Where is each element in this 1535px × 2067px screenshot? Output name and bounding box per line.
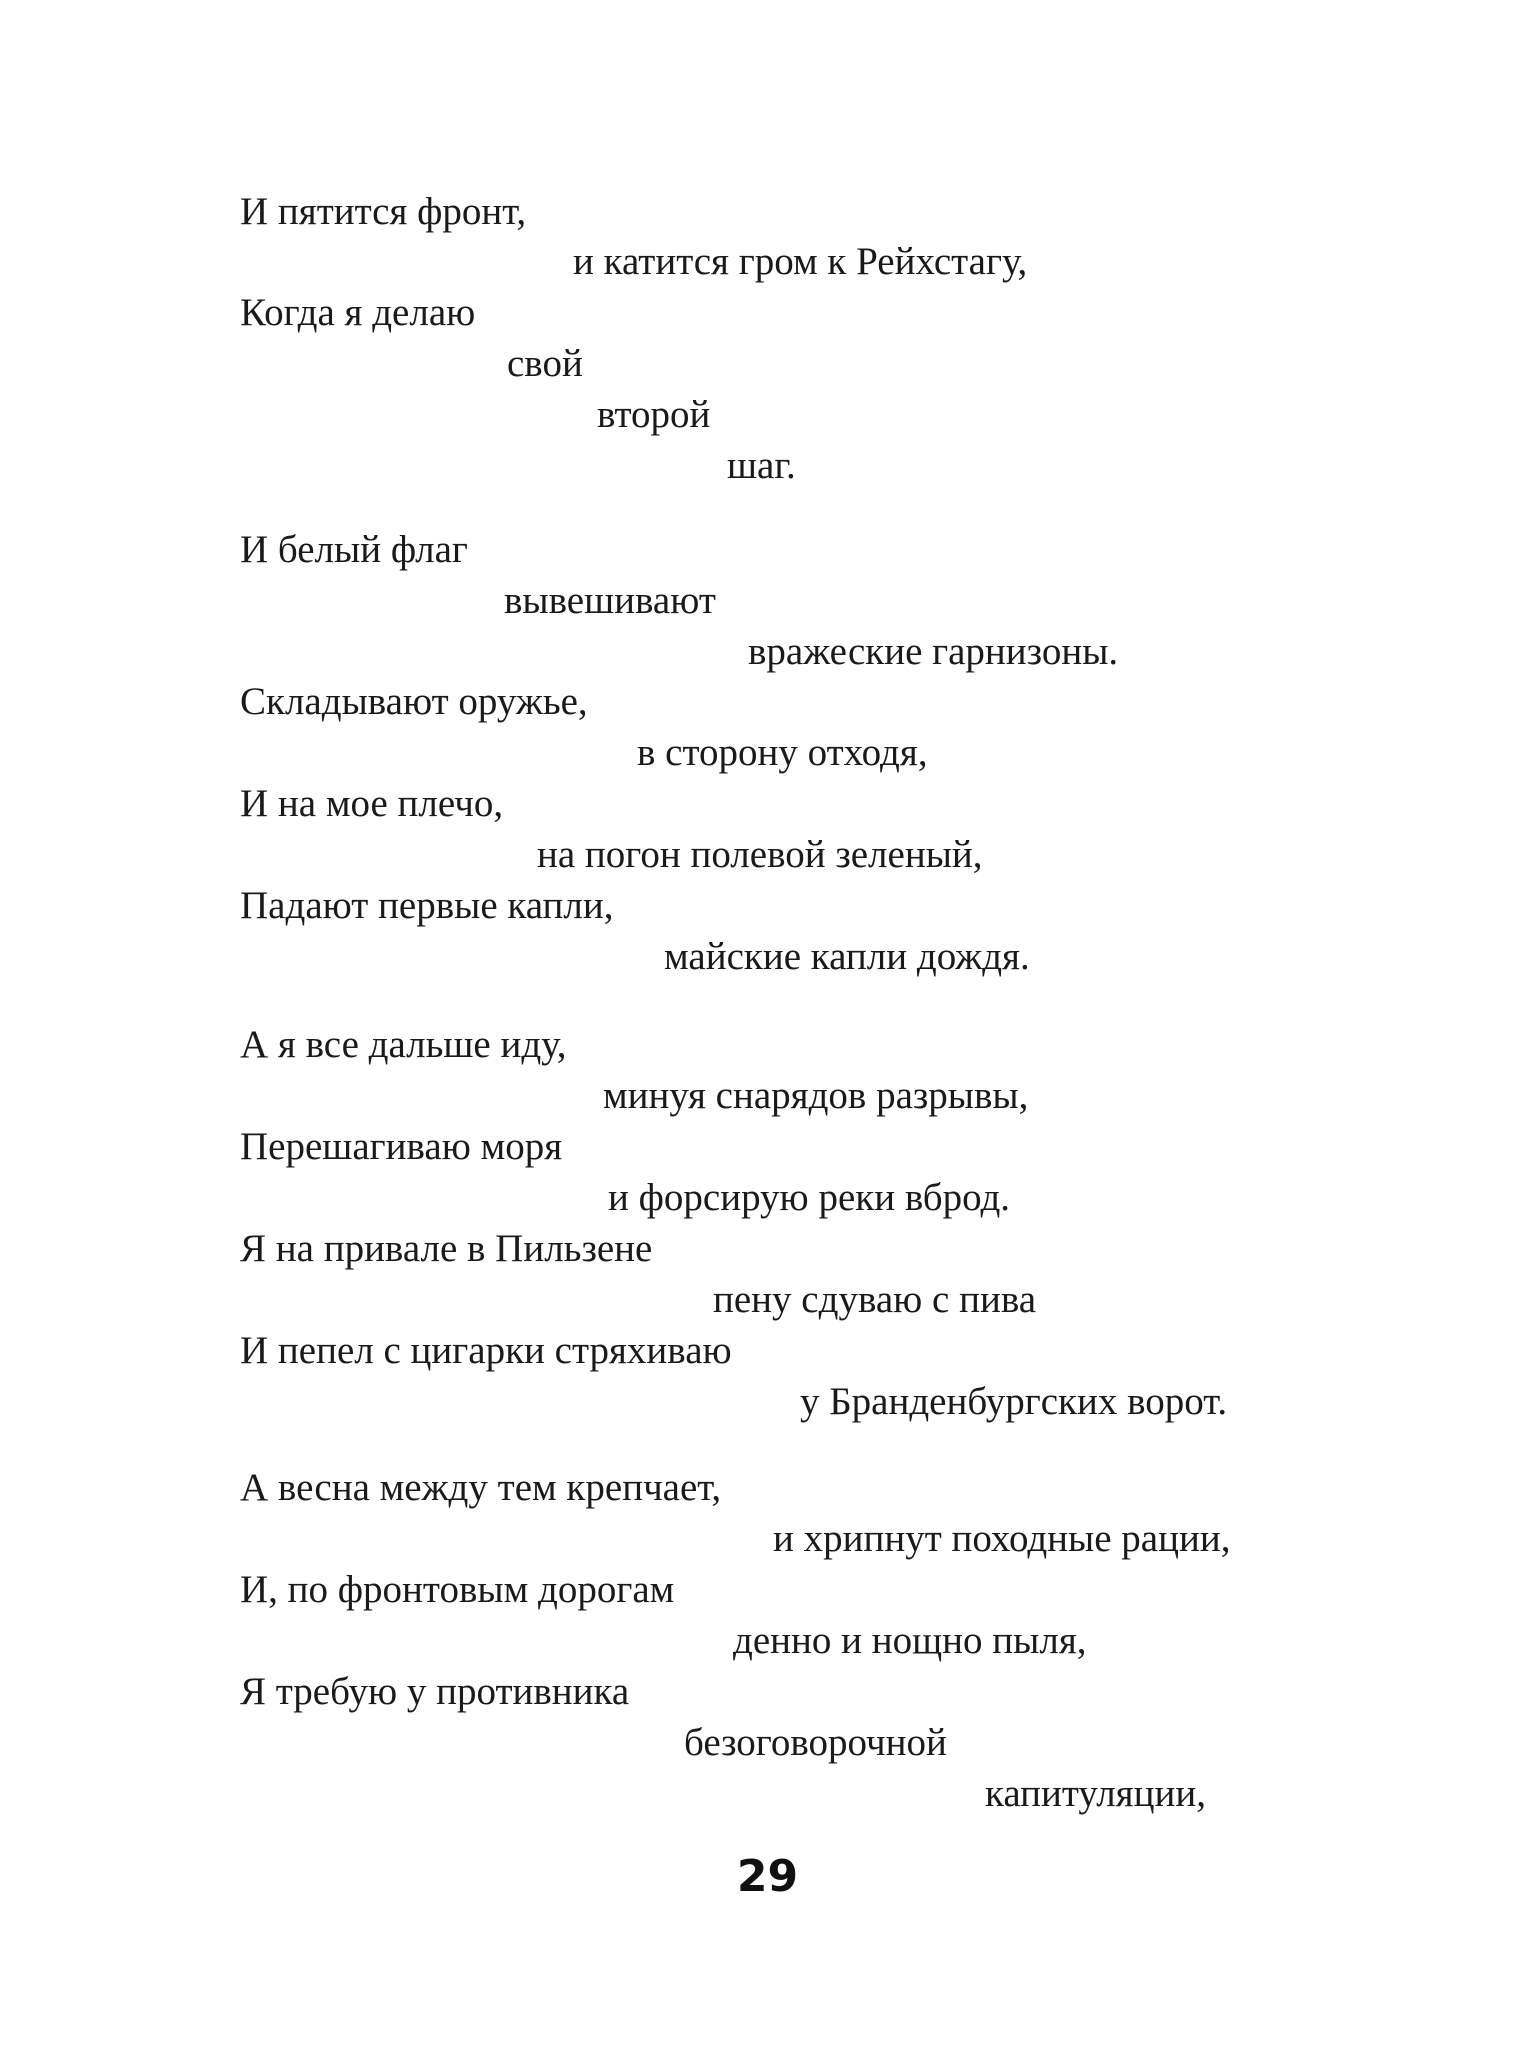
poem-line: шаг.: [727, 444, 796, 487]
poem-line: И белый флаг: [240, 528, 468, 571]
poem-line: Падают первые капли,: [240, 884, 614, 927]
poem-line: И на мое плечо,: [240, 782, 504, 825]
poem-line: второй: [597, 393, 711, 436]
poem-line: денно и нощно пыля,: [733, 1619, 1087, 1662]
poem-line: Я на привале в Пильзене: [240, 1227, 653, 1270]
poem-line: пену сдуваю с пива: [713, 1278, 1037, 1321]
poem-line: А весна между тем крепчает,: [240, 1466, 722, 1509]
poem-line: И пятится фронт,: [240, 190, 527, 233]
poem-line: безоговорочной: [684, 1721, 947, 1764]
poem-line: майские капли дождя.: [664, 935, 1030, 978]
poem-line: капитуляции,: [985, 1772, 1206, 1815]
poem-line: свой: [507, 342, 583, 385]
poem-line: Я требую у противника: [240, 1670, 630, 1713]
poem-line: И, по фронтовым дорогам: [240, 1568, 675, 1611]
poem-line: у Бранденбургских ворот.: [800, 1380, 1228, 1423]
poem-line: минуя снарядов разрывы,: [603, 1074, 1029, 1117]
poem-line: вражеские гарнизоны.: [748, 630, 1119, 673]
poem-line: в сторону отходя,: [637, 731, 928, 774]
poem-line: на погон полевой зеленый,: [537, 833, 983, 876]
page-number: 29: [736, 1851, 799, 1902]
poem-line: и форсирую реки вброд.: [608, 1176, 1011, 1219]
poem-line: вывешивают: [504, 579, 716, 622]
poem-line: и катится гром к Рейхстагу,: [573, 240, 1028, 283]
poem-line: Перешагиваю моря: [240, 1125, 563, 1168]
poem-line: И пепел с цигарки стряхиваю: [240, 1329, 732, 1372]
poem-line: и хрипнут походные рации,: [773, 1517, 1231, 1560]
poem-line: Складывают оружье,: [240, 680, 588, 723]
poem-line: А я все дальше иду,: [240, 1023, 567, 1066]
poem-line: Когда я делаю: [240, 291, 476, 334]
